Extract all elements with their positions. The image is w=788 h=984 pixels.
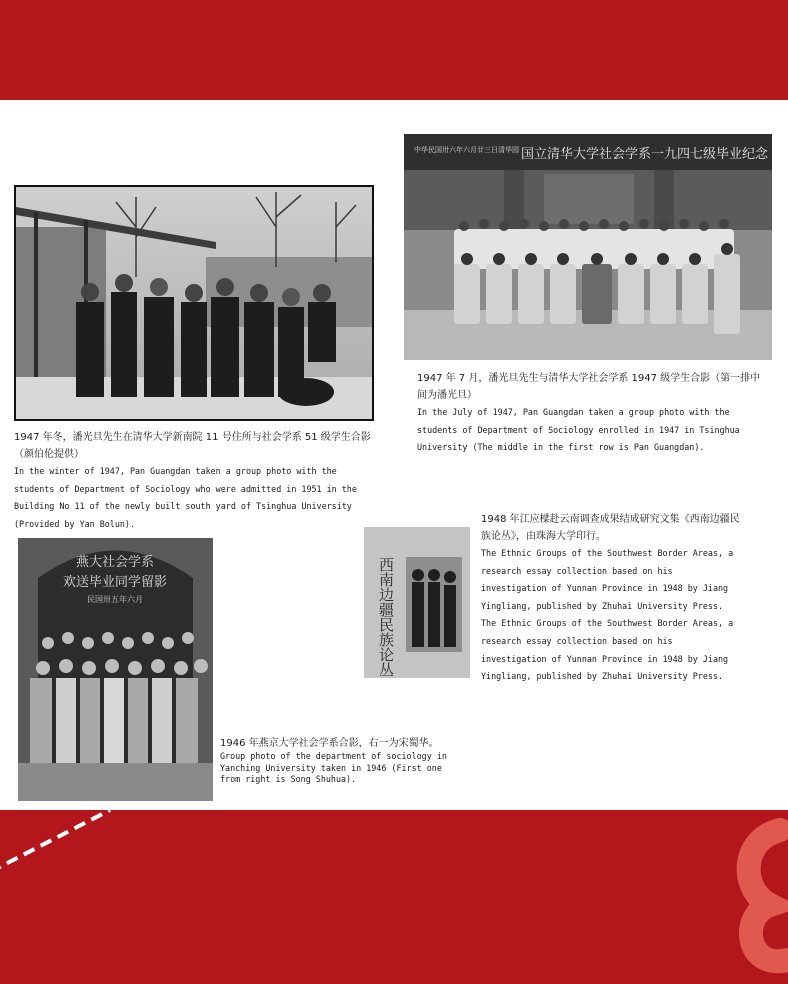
photo-banner: 国立清华大学社会学系一九四七级毕业纪念: [520, 147, 768, 162]
photo-1947-july-graduation: [404, 134, 772, 360]
graduation-photo-icon: [404, 134, 772, 360]
photo-1947-winter-group: [14, 185, 374, 421]
photo-1946-yanching-group: [18, 538, 213, 801]
caption-1946: [220, 737, 460, 786]
caption-1947-july: [417, 370, 762, 457]
caption-1948-book: [481, 511, 741, 686]
caption-zh: 1948 年江应樑赴云南调查成果结成研究文集《西南边疆民族论丛》，由珠海大学印行。: [481, 514, 740, 542]
caption-zh: 1947 年 7 月，潘光旦先生与清华大学社会学系 1947 级学生合影（第一排中间为潘光旦）: [417, 373, 761, 401]
caption-1947-winter: [14, 429, 376, 533]
inscription-2: 欢送毕业同学留影: [62, 575, 168, 590]
caption-zh: 1947 年冬，潘光旦先生在清华大学新南院 11 号住所与社会学系 51 级学生合影（颜伯伦提供）: [14, 432, 371, 460]
book-cover-1948: [364, 527, 470, 678]
caption-en: The Ethnic Groups of the Southwest Border Areas, a research essay collection based on his investigation of Yunnan Province in 1948 by Jiang Yingliang, published by Zhuhai University Press. The Ethnic Groups of the Southwest Border Areas, a research essay collection based on his investigation of Yunnan Province in 1948 by Jiang Yingliang, published by Zhuhai University Press.: [481, 548, 734, 682]
group-photo-icon: [18, 538, 213, 801]
caption-en: In the July of 1947, Pan Guangdan taken a group photo with the students of Department of Sociology enrolled in 1947 in Tsinghua University (The middle in the first row is Pan Guangdan).: [417, 407, 740, 453]
book-title: 西南边疆民族论丛: [377, 557, 395, 677]
top-red-band: [0, 0, 788, 100]
inscription-3: 民国卅五年六月: [87, 595, 143, 604]
bottom-red-band: [0, 810, 788, 984]
caption-zh: 1946 年燕京大学社会学系合影，右一为宋蜀华。: [220, 738, 439, 749]
book-cover-icon: [364, 527, 470, 678]
group-photo-icon: [16, 187, 372, 419]
caption-en: In the winter of 1947, Pan Guangdan taken a group photo with the students of Department of Sociology who were admitted in 1951 in the Building No 11 of the newly built south yard of Tsinghua University (Provided by Yan Bolun).: [14, 466, 357, 529]
caption-en: Group photo of the department of sociology in Yanching University taken in 1946 (First one from right is Song Shuhua).: [220, 751, 447, 784]
decorative-swirl-icon: [0, 810, 788, 984]
photo-side-note: 中华民国卅六年六月廿三日清华园: [414, 146, 519, 154]
inscription-1: 燕大社会学系: [75, 555, 155, 570]
